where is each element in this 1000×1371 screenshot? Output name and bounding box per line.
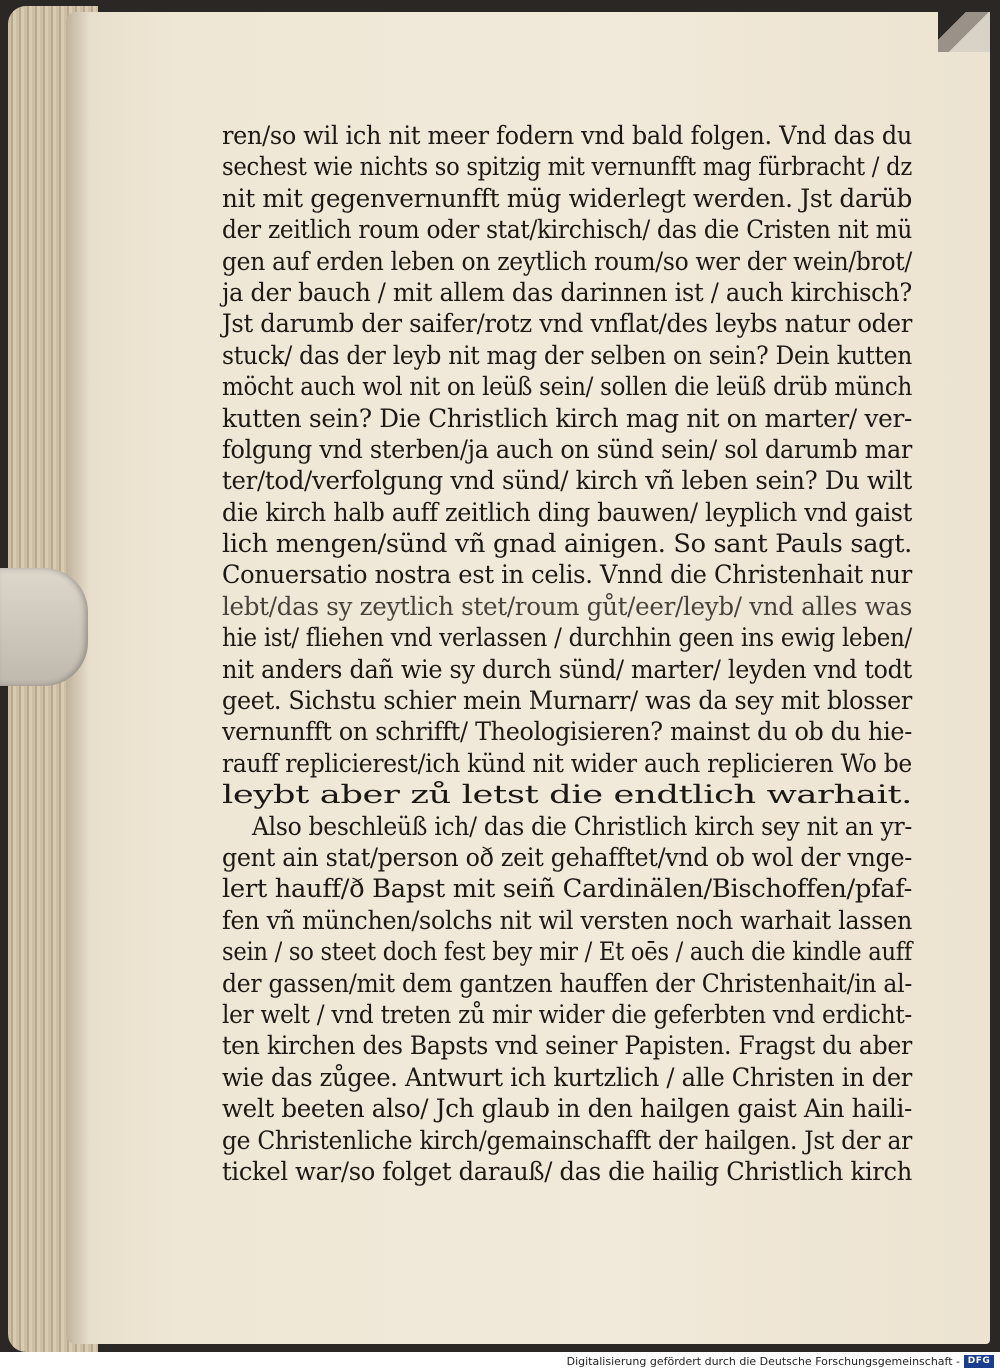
text-line: sechest wie nichts so spitzig mit vernunfft mag fürbracht / dz — [222, 152, 912, 182]
footer-banner — [0, 1352, 1000, 1371]
text-line: wie das zůgee. Antwurt ich kurtzlich / alle Christen in der — [222, 1062, 912, 1092]
dfg-logo: DFG — [964, 1355, 994, 1368]
text-line: geet. Sichstu schier mein Murnarr/ was da sey mit blosser — [222, 686, 912, 716]
text-line: vernunfft on schrifft/ Theologisieren? mainst du ob du hie- — [222, 717, 912, 747]
funding-credit: Digitalisierung gefördert durch die Deutsche Forschungsgemeinschaft - — [566, 1355, 960, 1368]
text-line: lert hauff/ð Bapst mit seiñ Cardinälen/Bischoffen/pfaf- — [222, 874, 912, 904]
text-line: leybt aber zů letst die endtlich warhait. — [222, 780, 912, 810]
page-corner — [938, 12, 990, 52]
text-line: möcht auch wol nit on leüß sein/ sollen die leüß drüb münch — [222, 372, 912, 402]
text-line: rauff replicierest/ich künd nit wider auch replicieren Wo be — [222, 748, 912, 778]
text-line: der gassen/mit dem gantzen hauffen der Christenhait/in al- — [222, 968, 912, 998]
text-line: Also beschleüß ich/ das die Christlich kirch sey nit an yr- — [252, 811, 912, 841]
text-line: ter/tod/verfolgung vnd sünd/ kirch vñ leben sein? Du wilt — [222, 466, 912, 496]
text-line: ler welt / vnd treten zů mir wider die geferbten vnd erdicht- — [222, 999, 912, 1029]
text-line: stuck/ das der leyb nit mag der selben on sein? Dein kutten — [222, 340, 912, 370]
text-line: gen auf erden leben on zeytlich roum/so wer der wein/brot/ — [222, 246, 912, 276]
text-line: fen vñ münchen/solchs nit wil versten noch warhait lassen — [222, 905, 912, 935]
text-line: kutten sein? Die Christlich kirch mag nit on marter/ ver- — [222, 403, 912, 433]
text-line: nit mit gegenvernunfft müg widerlegt werden. Jst darüb — [222, 183, 912, 213]
text-line: welt beeten also/ Jch glaub in den hailgen gaist Ain haili- — [222, 1094, 912, 1124]
text-line: ge Christenliche kirch/gemainschafft der hailgen. Jst der ar — [222, 1125, 912, 1155]
text-line: ren/so wil ich nit meer fodern vnd bald folgen. Vnd das du — [222, 121, 912, 150]
text-line: gent ain stat/person oð zeit gehafftet/vnd ob wol der vnge- — [222, 842, 912, 872]
text-line: folgung vnd sterben/ja auch on sünd sein/ sol darumb mar — [222, 434, 912, 464]
text-line: der zeitlich roum oder stat/kirchisch/ das die Cristen nit mü — [222, 215, 912, 245]
text-line: nit anders dañ wie sy durch sünd/ marter/ leyden vnd todt — [222, 654, 912, 684]
text-line: Conuersatio nostra est in celis. Vnnd die Christenhait nur — [222, 560, 912, 590]
text-line: tickel war/so folget darauß/ das die hailig Christlich kirch — [222, 1156, 912, 1186]
page-clip — [0, 568, 88, 686]
text-line: ja der bauch / mit allem das darinnen ist / auch kirchisch? — [222, 277, 912, 307]
text-line: die kirch halb auff zeitlich ding bauwen/ leyplich vnd gaist — [222, 497, 912, 527]
text-line: lich mengen/sünd vñ gnad ainigen. So sant Pauls sagt. — [222, 529, 912, 559]
text-line: lebt/das sy zeytlich stet/roum gůt/eer/leyb/ vnd alles was — [222, 591, 912, 621]
text-line: Jst darumb der saifer/rotz vnd vnflat/des leybs natur oder — [222, 309, 912, 339]
body-text — [222, 120, 912, 1187]
text-line: sein / so steet doch fest bey mir / Et oēs / auch die kindle auff — [222, 937, 912, 967]
text-line: hie ist/ fliehen vnd verlassen / durchhin geen ins ewig leben/ — [222, 623, 912, 653]
text-line: ten kirchen des Bapsts vnd seiner Papisten. Fragst du aber — [222, 1031, 912, 1061]
